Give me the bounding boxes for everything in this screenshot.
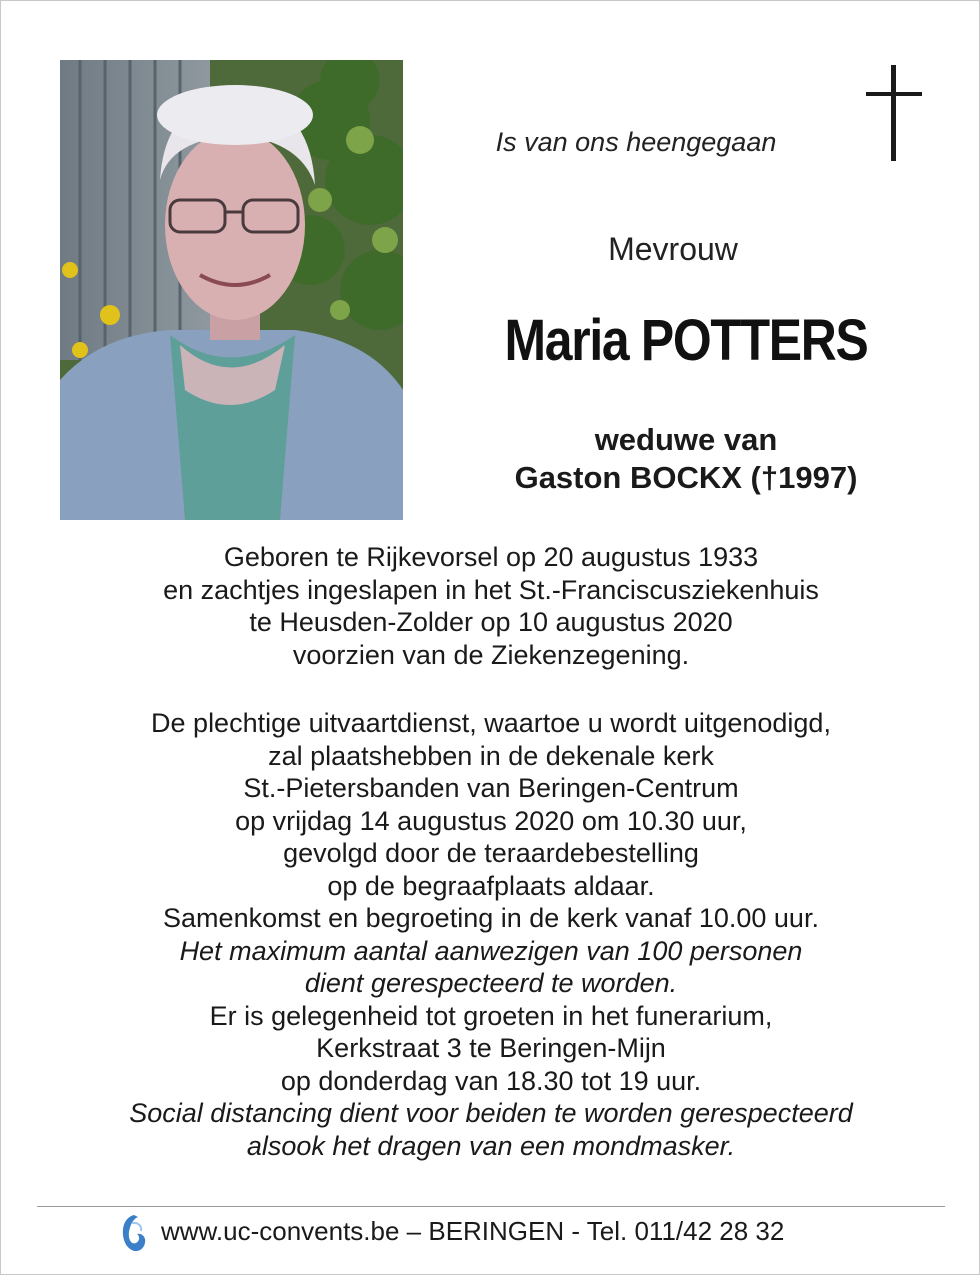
distancing-line: Social distancing dient voor beiden te worden gerespecteerd — [129, 1098, 853, 1128]
spouse-info — [441, 421, 931, 497]
deceased-name: Maria POTTERS — [504, 308, 868, 373]
distancing-line: alsook het dragen van een mondmasker. — [246, 1130, 736, 1161]
covid-note-line: dient gerespecteerd te worden. — [304, 968, 678, 998]
detail-line: en zachtjes ingeslapen in het St.-Franciscusziekenhuis — [163, 574, 819, 605]
visitation-line: op donderdag van 18.30 tot 19 uur. — [280, 1065, 702, 1096]
detail-line: te Heusden-Zolder op 10 augustus 2020 — [249, 607, 733, 637]
service-line: Samenkomst en begroeting in de kerk vanaf 10.00 uur. — [163, 903, 819, 933]
spouse-line-1: weduwe van — [594, 422, 778, 457]
detail-line: voorzien van de Ziekenzegening. — [292, 639, 690, 670]
footer-contact: www.uc-convents.be – BERINGEN - Tel. 011/42 28 32 — [161, 1216, 785, 1246]
portrait-photo — [60, 60, 403, 520]
spouse-line-2: Gaston BOCKX (†1997) — [514, 460, 858, 495]
service-line: op vrijdag 14 augustus 2020 om 10.30 uur, — [235, 805, 747, 836]
funeral-details — [21, 707, 961, 1162]
visitation-line: Er is gelegenheid tot groeten in het funerarium, — [209, 1000, 773, 1031]
service-line: St.-Pietersbanden van Beringen-Centrum — [243, 773, 739, 803]
cross-icon — [866, 65, 922, 161]
birth-death-details — [21, 541, 961, 671]
service-line: De plechtige uitvaartdienst, waartoe u wordt uitgenodigd, — [151, 708, 831, 738]
intro-text: Is van ons heengegaan — [495, 127, 777, 157]
footer-divider — [37, 1206, 945, 1207]
service-line: zal plaatshebben in de dekenale kerk — [268, 740, 714, 771]
honorific: Mevrouw — [608, 231, 738, 267]
detail-line: Geboren te Rijkevorsel op 20 augustus 1933 — [223, 542, 759, 572]
visitation-line: Kerkstraat 3 te Beringen-Mijn — [316, 1033, 666, 1063]
service-line: gevolgd door de teraardebestelling — [283, 838, 699, 868]
undertaker-logo-icon — [118, 1213, 150, 1253]
covid-note-line: Het maximum aantal aanwezigen van 100 personen — [179, 935, 803, 966]
service-line: op de begraafplaats aldaar. — [327, 870, 655, 901]
